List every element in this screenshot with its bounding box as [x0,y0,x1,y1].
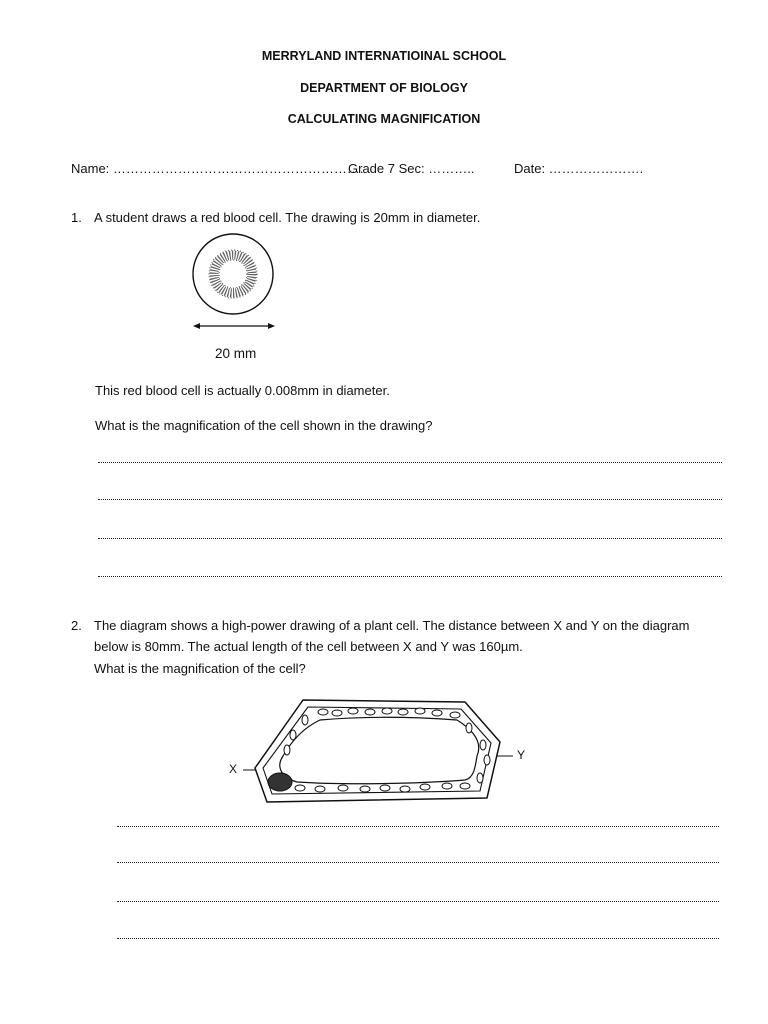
q2-answer-line[interactable] [117,901,719,902]
q1-number: 1. [71,210,82,225]
q2-answer-line[interactable] [117,862,719,863]
q1-question: What is the magnification of the cell shown in the drawing? [95,418,433,433]
school-name: MERRYLAND INTERNATIOINAL SCHOOL [261,49,507,63]
cell-stippled-ring [214,255,252,293]
q2-answer-line[interactable] [117,826,719,827]
q2-answer-line[interactable] [117,938,719,939]
nucleus [268,773,292,791]
department-title: DEPARTMENT OF BIOLOGY [300,81,468,95]
cell-outline [193,234,273,314]
plant-cell-figure [225,690,535,810]
q2-text-line2: below is 80mm. The actual length of the cell between X and Y was 160µm. [94,639,523,654]
q2-number: 2. [71,618,82,633]
q1-answer-line[interactable] [98,499,722,500]
q1-answer-line[interactable] [98,462,722,463]
label-y: Y [517,748,526,762]
name-field: Name: …………………………………………………. [71,161,364,176]
q1-text: A student draws a red blood cell. The drawing is 20mm in diameter. [94,210,481,225]
q2-question: What is the magnification of the cell? [94,661,306,676]
vacuole-membrane [280,717,479,783]
grade-section-field: Grade 7 Sec: ……….. [348,161,475,176]
label-x: X [229,762,238,776]
q1-fact: This red blood cell is actually 0.008mm in diameter. [95,383,390,398]
red-blood-cell-figure [185,228,285,338]
q1-answer-line[interactable] [98,538,722,539]
q2-text-line1: The diagram shows a high-power drawing of a plant cell. The distance between X and Y on the diagram [94,618,690,633]
date-field: Date: …………………. [514,161,644,176]
worksheet-topic: CALCULATING MAGNIFICATION [287,112,481,126]
q1-answer-line[interactable] [98,576,722,577]
q1-figure-label: 20 mm [215,346,257,361]
chloroplasts [284,708,490,792]
